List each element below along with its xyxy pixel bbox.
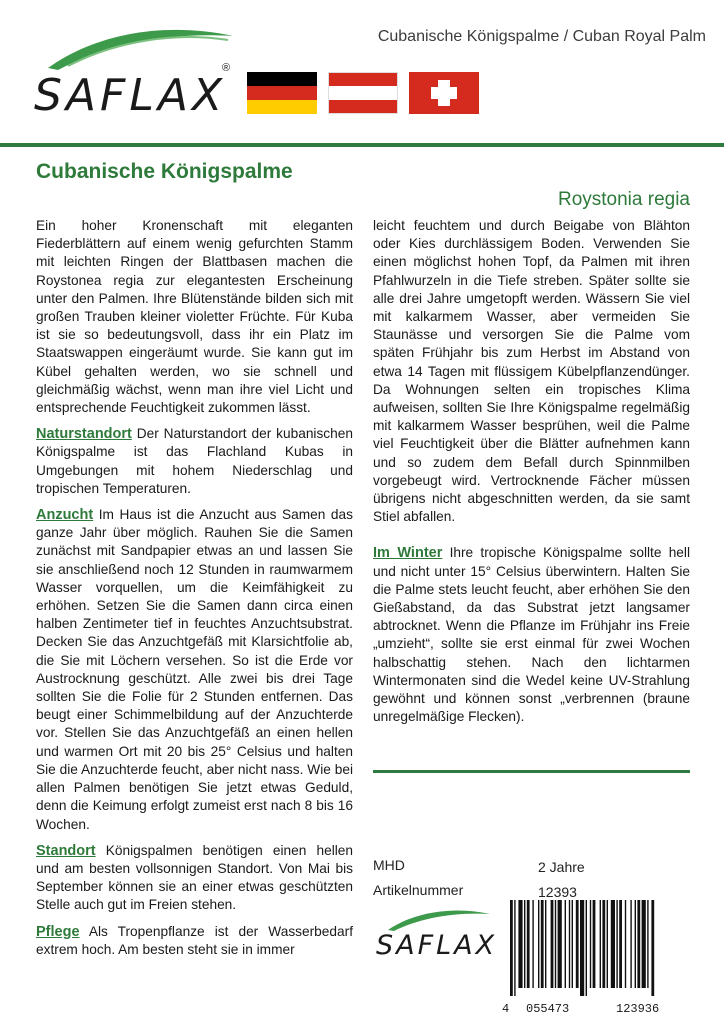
section-pflege [36,923,353,959]
heading-anzucht: Anzucht [36,507,94,524]
text-standort: Königspalmen benötigen einen hellen und am besten vollsonnigen Standort. Von Mai bis September können sie an einer etwas geschützten Stelle auch gut im Freien stehen. [36,842,353,913]
germany-flag-icon [247,72,317,114]
footer-logo-swoosh-icon [384,906,494,932]
barcode-icon [500,900,706,996]
barcode-group-right: 123936 [616,1002,660,1016]
section-divider [373,770,690,773]
text-anzucht: Im Haus ist die Anzucht aus Samen das ganze Jahr über möglich. Rauhen Sie die Samen zunächst mit Sandpapier etwas an und lassen Sie sie anschließend noch 12 Stunden in raumwarmem Wasser vorquellen, um die Keimfähigkeit zu erhöhen. Setzen Sie die Samen dann circa einen halben Zentimeter tief in feuchtes Anzuchtsubstrat. Decken Sie das Anzuchtgefäß mit Klarsichtfolie ab, die Sie mit Löchern versehen. So ist die Erde vor Austrocknung geschützt. Alle zwei bis drei Tage sollten Sie die Folie für 2 Stunden entfernen. Das beugt einer Schimmelbildung auf der Anzuchterde vor. Stellen Sie das Anzuchtgefäß an einen hellen und warmen Ort mit 20 bis 25° Celsius und halten Sie die Anzuchterde feucht, aber nicht nass. Wie bei allen Palmen benötigen Sie jetzt etwas Geduld, denn die Keimung erfolgt zumeist erst nach 8 bis 16 Wochen. [36,507,353,832]
mhd-label: MHD [373,857,405,873]
heading-winter: Im Winter [373,545,443,562]
footer-brand-logo-text: SAFLAX [376,930,498,961]
switzerland-flag-icon [409,72,479,114]
header-divider [0,143,724,147]
barcode-group-left: 055473 [526,1002,570,1016]
barcode-digit-first: 4 [502,1002,510,1016]
section-winter [373,544,690,726]
heading-standort: Standort [36,842,96,859]
section-naturstandort [36,425,353,498]
text-winter: Ihre tropische Königspalme sollte hell und nicht unter 15° Celsius überwintern. Halten Sie die Palme stets leucht feucht, aber erhöhen Sie den Gießabstand, da das Substrat jetzt langsamer abtrocknet. Wenn die Pflanze im Frühjahr ins Freie „umzieht“, sollte sie erst einmal für zwei Wochen halbschattig stehen. Nach den lichtarmen Wintermonaten sind die Wedel keine UV-Strahlung gewöhnt und können sonst „verbrennen (braune unregelmäßige Flecken). [373,545,690,725]
text-naturstandort: Der Naturstandort der kubanischen Königspalme ist das Flachland Kubas in Umgebungen mit hohem Niederschlag und tropischen Temperaturen. [36,426,353,496]
brand-logo-text: SAFLAX [34,70,227,121]
text-column-left [36,217,353,959]
section-standort [36,842,353,915]
latin-name: Roystonia regia [557,189,690,210]
article-number-label: Artikelnummer [373,882,464,898]
section-anzucht [36,506,353,834]
page-title: Cubanische Königspalme [36,160,293,183]
registered-mark: ® [222,62,231,74]
intro-paragraph: Ein hoher Kronenschaft mit eleganten Fiederblättern auf einem wenig gefurchten Stamm mit leichten Ringen der Blattbasen machen die Roystonea regia zur elegantesten Erscheinung unter den Palmen. Ihre Blütenstände bilden sich mit großen Trauben kleiner violetter Früchte. Für Kuba ist sie so bedeutungsvoll, dass ihr ein Platz im Staatswappen eingeräumt wurde. Sie kann gut im Kübel gehalten werden, wo sie schnell und gleichmäßig wächst, wenn man ihre viel Licht und entsprechende Feuchtigkeit zukommen lässt. [36,218,353,416]
header-title: Cubanische Königspalme / Cuban Royal Palm [377,28,706,45]
text-column-right [373,217,690,726]
article-number-value: 12393 [538,884,577,900]
austria-flag-icon [328,72,398,114]
pflege-continued: leicht feuchtem und durch Beigabe von Blähton oder Kies durchlässigem Boden. Verwenden Sie einen möglichst hohen Topf, da Palmen mit ihren Pfahlwurzeln in die Tiefe streben. Später sollte sie alle drei Jahre umgetopft werden. Wässern Sie viel mit kalkarmem Wasser, aber vermeiden Sie Staunässe und versorgen Sie die Palme vom späten Frühjahr bis zum Herbst im Abstand von etwa 14 Tagen mit flüssigem Kübelpflanzendünger. Da Wohnungen selten ein tropisches Klima aufweisen, sollten Sie Ihre Königspalme regelmäßig mit kalkarmem Wasser besprühen, weil die Palme viel Feuchtigkeit über die Blätter aufnehmen kann und so zudem dem Befall durch Spinnmilben vorgebeugt wird. Vertrocknende Fächer müssen übrigens nicht abgeschnitten werden, da sie samt Stiel abfallen. [373,218,690,525]
heading-naturstandort: Naturstandort [36,426,132,443]
mhd-value: 2 Jahre [538,859,585,875]
logo-swoosh-icon [38,22,238,72]
heading-pflege: Pflege [36,923,80,940]
text-pflege: Als Tropenpflanze ist der Wasserbedarf extrem hoch. Am besten steht sie in immer [36,923,353,957]
